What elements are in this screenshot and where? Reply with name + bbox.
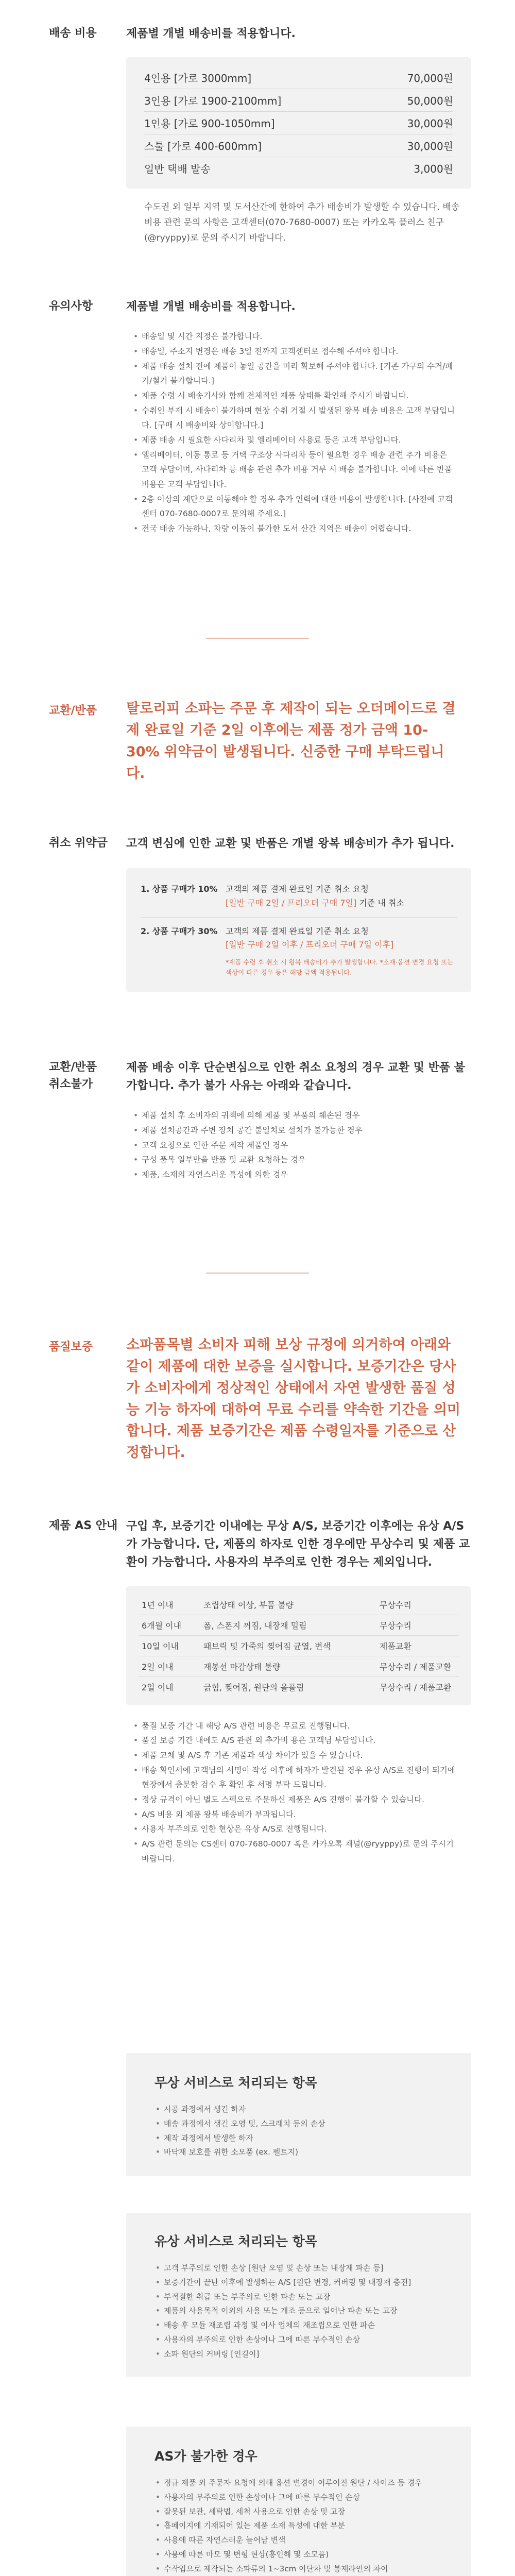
as-defect: 패브릭 및 가죽의 찢어짐 균열, 변색 (200, 1635, 376, 1656)
as-table-row (139, 1656, 459, 1676)
warranty-content (126, 1334, 466, 1464)
as-period: 2일 이내 (139, 1656, 200, 1676)
as-info-item: • 배송 확인서에 고객님의 서명이 작성 이후에 하자가 발견된 경우 유상 A/S로 진행이 되기에 현장에서 충분한 검수 후 확인 후 서명 부탁 드립니다. (132, 1763, 456, 1792)
as-info-item: • A/S 관련 문의는 CS센터 070-7680-0007 혹은 카카오톡 채널(@ryyppy)로 문의 주시기 바랍니다. (132, 1837, 456, 1866)
cancel-fee-footnote: *제품 수령 후 취소 시 왕복 배송비가 추가 발생합니다. *소재·옵션 변경 요청 또는 색상이 다른 경우 등은 해당 금액 적용됩니다. (226, 958, 454, 976)
as-info-content (126, 1517, 471, 1866)
free-service-list (154, 2103, 451, 2160)
no-exchange-label-line2: 취소불가 (49, 1078, 93, 1091)
no-exchange-item: • 고객 요청으로 인한 주문 제작 제품인 경우 (132, 1138, 471, 1153)
cancel-fee-desc (226, 925, 457, 978)
shipping-price-box (126, 57, 471, 189)
shipping-price-row (144, 112, 453, 134)
shipping-note: 수도권 외 일부 지역 및 도서산간에 한하여 추가 배송비가 발생할 수 있습니다. 배송 비용 관련 문의 사항은 고객센터(070-7680-0007) 또는 카카오톡 플러스 친구(@ryyppy)로 문의 주시기 바랍니다. (144, 202, 460, 243)
caution-item: • 수취인 부재 시 배송이 불가하며 현장 수취 거절 시 발생된 왕복 배송 비용은 고객 부담입니다. [구매 시 배송비와 상이합니다.] (132, 403, 456, 433)
as-info-heading: 구입 후, 보증기간 이내에는 무상 A/S, 보증기간 이후에는 유상 A/S가 가능합니다. 단, 제품의 하자로 인한 경우에만 무상수리 및 제품 교환이 가능합니다. 사용자의 부주의로 인한 경우는 제외입니다. (126, 1520, 470, 1569)
shipping-item-price: 30,000원 (375, 134, 453, 157)
cancel-fee-desc-period (226, 938, 457, 952)
cancel-fee-desc-line: 고객의 제품 결제 완료일 기준 취소 요청 (226, 926, 369, 936)
cancel-fee-desc-period (226, 896, 457, 910)
as-remedy: 제품교환 (376, 1635, 459, 1656)
as-period: 10일 이내 (139, 1635, 200, 1656)
shipping-content (126, 25, 471, 246)
no-exchange-item: • 제품 설치공간과 주변 장치 공간 불일치로 설치가 불가능한 경우 (132, 1123, 471, 1138)
as-unavailable-item: • 잘못된 보관, 세탁법, 세척 사용으로 인한 손상 및 고장 (154, 2505, 451, 2519)
as-remedy: 무상수리 / 제품교환 (376, 1656, 459, 1676)
caution-item: • 엘리베이터, 이동 통로 등 거택 구조상 사다리차 등이 필요한 경우 배송 관련 추가 비용은 고객 부담이며, 사다리차 등 배송 관련 추가 비용 거부 시 배송 불가합니다. 이에 따른 반품 비용은 고객 부담입니다. (132, 448, 456, 492)
section-divider (206, 1273, 309, 1274)
no-exchange-heading: 제품 배송 이후 단순변심으로 인한 취소 요청의 경우 교환 및 반품 불가합니다. 추가 불가 사유는 아래와 같습니다. (126, 1061, 466, 1093)
caution-content (126, 298, 471, 536)
exchange-heading: 탈로리피 소파는 주문 후 제작이 되는 오더메이드로 결제 완료일 기준 2일 이후에는 제품 정가 금액 10-30% 위약금이 발생됩니다. 신중한 구매 부탁드립니다. (126, 701, 456, 782)
as-info-item: • 정상 규격이 아닌 별도 스펙으로 주문하신 제품은 A/S 진행이 불가할 수 있습니다. (132, 1792, 456, 1807)
paid-service-item: • 사용자의 부주의로 인한 손상이나 그에 따른 부수적인 손상 (154, 2333, 451, 2347)
as-defect: 재봉선 마감상태 불량 (200, 1656, 376, 1676)
as-period: 2일 이내 (142, 1682, 174, 1692)
caution-heading: 제품별 개별 배송비를 적용합니다. (126, 300, 296, 313)
as-unavailable-list (154, 2476, 451, 2576)
as-defect: 폼, 스폰지 꺼짐, 내장재 밀림 (200, 1615, 376, 1635)
as-table-row (139, 1676, 459, 1697)
paid-service-item: • 소파 원단의 커버링 [인길이] (154, 2347, 451, 2362)
as-defect: 긁힘, 찢어짐, 원단의 올풀림 (203, 1682, 304, 1692)
caution-item: • 2층 이상의 계단으로 이동해야 할 경우 추가 인력에 대한 비용이 발생합니다. [사전에 고객센터 070-7680-0007로 문의해 주세요.] (132, 492, 456, 521)
as-info-item: • 품질 보증 기간 내 해당 A/S 관련 비용은 무료로 진행됩니다. (132, 1719, 456, 1734)
shipping-item-name: 4인용 [가로 3000mm] (144, 66, 375, 89)
as-unavailable-item: • 사용에 따른 자연스러운 늘어남 변색 (154, 2533, 451, 2548)
as-info-label: 제품 AS 안내 (49, 1519, 118, 1532)
as-table-row (139, 1635, 459, 1656)
shipping-price-row (144, 66, 453, 89)
exchange-label: 교환/반품 (49, 704, 97, 717)
as-info-item: • 제품 교체 및 A/S 후 기존 제품과 색상 차이가 있을 수 있습니다. (132, 1748, 456, 1763)
cancel-fee-period: [일반 구매 2일 이후 / 프리오더 구매 7일 이후] (226, 940, 394, 950)
cancel-fee-heading: 고객 변심에 인한 교환 및 반품은 개별 왕복 배송비가 추가 됩니다. (126, 837, 455, 850)
shipping-item-price: 50,000원 (375, 89, 453, 112)
as-unavailable-item: • 수작업으로 제작되는 소파류의 1~3cm 이단차 및 봉제라인의 차이 (154, 2562, 451, 2576)
as-table-row (139, 1595, 459, 1615)
caution-item: • 제품 배송 시 필요한 사다리차 및 엘리베이터 사용료 등은 고객 부담입니다. (132, 433, 456, 448)
shipping-item-price: 3,000원 (414, 163, 453, 176)
shipping-heading: 제품별 개별 배송비를 적용합니다. (126, 27, 296, 40)
free-service-item: • 바닥재 보호를 위한 소모품 (ex. 펠트지) (154, 2145, 451, 2160)
cancel-fee-desc (226, 883, 457, 910)
paid-service-item: • 부적절한 취급 또는 부주의로 인한 파손 또는 고장 (154, 2290, 451, 2304)
no-exchange-item: • 구성 품목 일부만을 반품 및 교환 요청하는 경우 (132, 1153, 471, 1167)
free-service-item: • 시공 과정에서 생긴 하자 (154, 2103, 451, 2117)
cancel-fee-row (141, 917, 457, 985)
free-service-item: • 제작 과정에서 발생한 하자 (154, 2131, 451, 2146)
no-exchange-label-line1: 교환/반품 (49, 1061, 97, 1074)
as-unavailable-card (126, 2427, 471, 2576)
section-divider (206, 638, 309, 639)
shipping-item-name: 3인용 [가로 1900-2100mm] (144, 89, 375, 112)
no-exchange-list (126, 1108, 471, 1182)
no-exchange-item: • 제품 설치 후 소비자의 귀책에 의해 제품 및 부품의 훼손된 경우 (132, 1108, 471, 1123)
as-unavailable-title: AS가 불가한 경우 (154, 2449, 258, 2464)
shipping-price-table (144, 66, 453, 179)
cancel-fee-rate: 1. 상품 구매가 10% (141, 884, 218, 894)
warranty-label: 품질보증 (49, 1341, 93, 1353)
as-defect: 조립상태 이상, 부품 불량 (200, 1595, 376, 1615)
paid-service-item: • 고객 부주의로 인한 손상 [원단 오염 및 손상 또는 내장재 파손 등] (154, 2261, 451, 2276)
no-exchange-label (49, 1059, 97, 1093)
cancel-fee-period: [일반 구매 2일 / 프리오더 구매 7일] (226, 897, 357, 908)
cancel-fee-label: 취소 위약금 (49, 837, 108, 850)
no-exchange-item: • 제품, 소재의 자연스러운 특성에 의한 경우 (132, 1167, 471, 1182)
paid-service-title: 유상 서비스로 처리되는 항목 (154, 2234, 317, 2249)
exchange-content (126, 698, 461, 784)
shipping-price-row (144, 134, 453, 157)
shipping-item-name: 일반 택배 발송 (144, 163, 211, 176)
caution-item: • 전국 배송 가능하나, 차량 이동이 불가한 도서 산간 지역은 배송이 어렵습니다. (132, 521, 456, 536)
as-info-item: • 사용자 부주의로 인한 현상은 유상 A/S로 진행됩니다. (132, 1822, 456, 1837)
as-unavailable-item: • 사용에 따른 마모 및 변형 현상(흥인해 및 소모품) (154, 2548, 451, 2562)
caution-item: • 배송일, 주소지 변경은 배송 3일 전까지 고객센터로 접수해 주셔야 합니다. (132, 344, 456, 359)
cancel-fee-rate: 2. 상품 구매가 30% (141, 926, 218, 936)
shipping-item-price: 70,000원 (375, 66, 453, 89)
as-remedy: 무상수리 / 제품교환 (380, 1682, 452, 1692)
paid-service-item: • 보증기간이 끝난 이후에 발생하는 A/S [원단 변경, 커버링 및 내장재 충전] (154, 2276, 451, 2290)
paid-service-item: • 배송 후 모듈 재조립 과정 및 이사 업체의 재조립으로 인한 파손 (154, 2318, 451, 2333)
shipping-price-row (144, 89, 453, 112)
cancel-fee-box (126, 868, 471, 992)
warranty-heading: 소파품목별 소비자 피해 보상 규정에 의거하여 아래와 같이 제품에 대한 보증을 실시합니다. 보증기간은 당사가 소비자에게 정상적인 상태에서 자연 발생한 품질 성능 기능 하자에 대하여 무료 수리를 약속한 기간을 의미합니다. 제품 보증기간은 제품 수령일자를 기준으로 산정합니다. (126, 1337, 461, 1461)
caution-item: • 배송일 및 시간 지정은 불가합니다. (132, 329, 456, 344)
as-table-row (139, 1615, 459, 1635)
free-service-item: • 배송 과정에서 생긴 오염 및, 스크래치 등의 손상 (154, 2117, 451, 2131)
cancel-fee-row (141, 875, 457, 917)
caution-item: • 제품 수령 시 배송기사와 함께 전체적인 제품 상태를 확인해 주시기 바랍니다. (132, 388, 456, 403)
as-period: 1년 이내 (139, 1595, 200, 1615)
as-remedy: 무상수리 (376, 1615, 459, 1635)
shipping-item-name: 1인용 [가로 900-1050mm] (144, 112, 375, 134)
free-service-title: 무상 서비스로 처리되는 항목 (154, 2075, 317, 2090)
as-info-item: • A/S 비용 외 제품 왕복 배송비가 부과됩니다. (132, 1807, 456, 1822)
as-unavailable-item: • 흡페이지에 기재되어 있는 제품 소재 특성에 대한 부분 (154, 2519, 451, 2533)
as-period: 6개월 이내 (139, 1615, 200, 1635)
cancel-fee-period-suffix: 기준 내 취소 (356, 897, 404, 908)
no-exchange-content (126, 1059, 471, 1182)
shipping-label: 배송 비용 (49, 27, 97, 40)
as-unavailable-item: • 정규 제품 외 주문자 요청에 의해 옵션 변경이 이루어진 원단 / 사이즈 등 경우 (154, 2476, 451, 2490)
paid-service-list (154, 2261, 451, 2361)
paid-service-card (126, 2213, 471, 2377)
cancel-fee-content (126, 835, 471, 992)
as-info-table (139, 1595, 459, 1697)
as-remedy: 무상수리 (376, 1595, 459, 1615)
cancel-fee-desc-line: 고객의 제품 결제 완료일 기준 취소 요청 (226, 884, 369, 894)
paid-service-item: • 제품의 사용목적 이외의 사용 또는 개조 등으로 일어난 파손 또는 고장 (154, 2304, 451, 2318)
as-info-list (126, 1719, 471, 1867)
as-info-item: • 품질 보증 기간 내에도 A/S 관련 외 추가비 용은 고객님 부담입니다. (132, 1733, 456, 1748)
caution-label: 유의사항 (49, 300, 93, 313)
caution-list (126, 329, 471, 536)
as-info-table-box (126, 1586, 471, 1705)
shipping-item-price: 30,000원 (375, 112, 453, 134)
caution-item: • 제품 배송 설치 전에 제품이 놓일 공간을 미리 확보해 주셔야 합니다. [기존 가구의 수거/폐기/철거 불가합니다.] (132, 359, 456, 388)
shipping-price-row (144, 157, 453, 180)
as-unavailable-item: • 사용자의 부주의로 인한 손상이나 그에 따른 부수적인 손상 (154, 2490, 451, 2505)
shipping-item-name: 스툴 [가로 400-600mm] (144, 134, 375, 157)
free-service-card (126, 2053, 471, 2176)
